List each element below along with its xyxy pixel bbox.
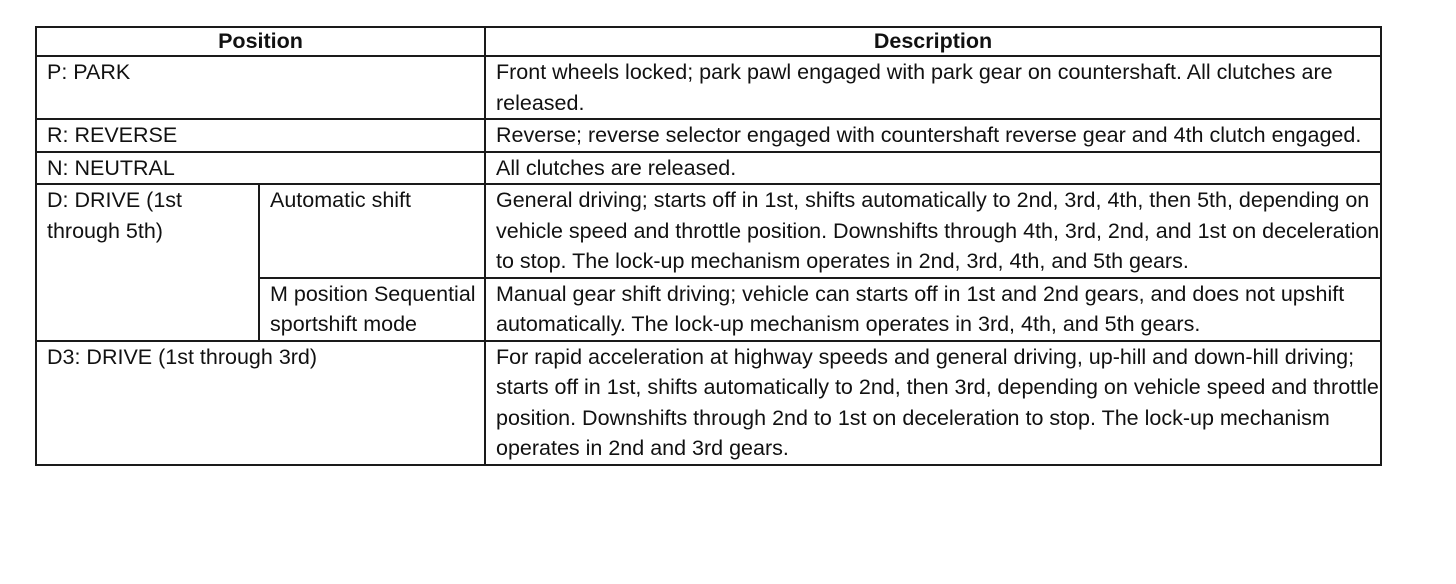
- description-cell-automatic-shift: General driving; starts off in 1st, shifts automatically to 2nd, 3rd, 4th, then 5th, depending on vehicle speed and throttle position. Downshifts through 4th, 3rd, 2nd, and 1st on deceleration to stop. The lock-up mechanism operates in 2nd, 3rd, 4th, and 5th gears.: [485, 184, 1381, 278]
- position-cell-drive: D: DRIVE (1st through 5th): [36, 184, 259, 341]
- description-cell-d3: For rapid acceleration at highway speeds and general driving, up-hill and down-hill driving; starts off in 1st, shifts automatically to 2nd, then 3rd, depending on vehicle speed and throttle position. Downshifts through 2nd to 1st on deceleration to stop. The lock-up mechanism operates in 2nd and 3rd gears.: [485, 341, 1381, 465]
- description-cell-neutral: All clutches are released.: [485, 152, 1381, 185]
- table-row: [36, 184, 1381, 278]
- table-row: [36, 56, 1381, 119]
- description-header: Description: [485, 27, 1381, 56]
- description-cell-park: Front wheels locked; park pawl engaged with park gear on countershaft. All clutches are released.: [485, 56, 1381, 119]
- shift-position-table: [35, 26, 1382, 466]
- description-cell-m-position: Manual gear shift driving; vehicle can starts off in 1st and 2nd gears, and does not upshift automatically. The lock-up mechanism operates in 3rd, 4th, and 5th gears.: [485, 278, 1381, 341]
- position-cell-reverse: R: REVERSE: [36, 119, 485, 152]
- mode-cell-m-position: M position Sequential sportshift mode: [259, 278, 485, 341]
- description-cell-reverse: Reverse; reverse selector engaged with countershaft reverse gear and 4th clutch engaged.: [485, 119, 1381, 152]
- position-cell-neutral: N: NEUTRAL: [36, 152, 485, 185]
- table-row: [36, 341, 1381, 465]
- position-cell-park: P: PARK: [36, 56, 485, 119]
- mode-cell-automatic-shift: Automatic shift: [259, 184, 485, 278]
- table-row: [36, 152, 1381, 185]
- position-cell-d3: D3: DRIVE (1st through 3rd): [36, 341, 485, 465]
- header-row: [36, 27, 1381, 56]
- position-header: Position: [36, 27, 485, 56]
- table-row: [36, 119, 1381, 152]
